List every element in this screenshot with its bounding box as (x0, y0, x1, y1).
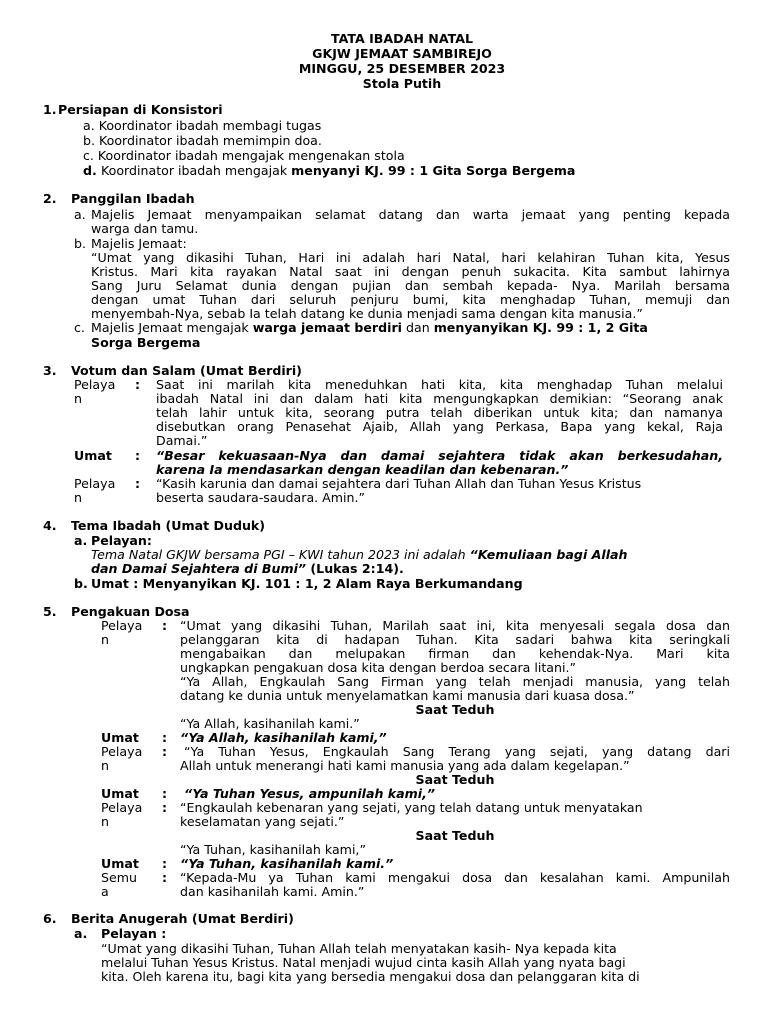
speaker-label: n (101, 758, 109, 773)
speaker-label: Pelaya (101, 744, 143, 759)
section-number: 2. (43, 191, 57, 206)
list-marker: b. (74, 236, 86, 251)
theme-text: “Kemuliaan bagi Allah (469, 547, 628, 562)
paragraph-line: ibadah Natal ini dan dalam hati kita mengungkapkan demikian: “Seorang anak (156, 391, 723, 406)
speaker-label: Pelaya (101, 800, 143, 815)
paragraph-line: “Engkaulah kebenaran yang sejati, yang telah datang untuk menyatakan (180, 800, 643, 815)
paragraph-line: ungkapkan pengakuan dosa kita dengan berdoa secara litani.” (180, 660, 577, 675)
speaker-label: Pelaya (74, 476, 116, 491)
paragraph-line: dan kasihanilah kami. Amin.” (180, 884, 365, 899)
paragraph-line: warga dan tamu. (91, 221, 199, 236)
list-marker: d. (83, 163, 97, 178)
paragraph-line: melalui Tuhan Yesus Kristus. Natal menjadi wujud cinta kasih Allah yang nyata bagi (101, 955, 626, 970)
section-number: 5. (43, 604, 57, 619)
paragraph-line: mengabaikan dan melupakan firman dan kehendak-Nya. Mari kita (180, 646, 730, 661)
colon: : (162, 856, 168, 871)
paragraph-line: “Ya Allah, kasihanilah kami.” (180, 716, 360, 731)
paragraph-line (91, 321, 648, 336)
theme-text: dan Damai Sejahtera di Bumi” (91, 561, 307, 576)
text-run-italic: Tema Natal GKJW bersama PGI – KWI tahun 2023 ini adalah (91, 547, 470, 562)
paragraph-line: Majelis Jemaat menyampaikan selamat datang dan warta jemaat yang penting kepada (91, 207, 730, 222)
text-run: dan (401, 320, 434, 335)
paragraph-line: “Umat yang dikasihi Tuhan, Marilah saat ini, kita menyesali segala dosa dan (180, 618, 730, 633)
speaker-label: Umat (101, 786, 139, 801)
paragraph-line: “Ya Tuhan Yesus, Engkaulah Sang Terang yang sejati, yang datang dari (184, 744, 730, 759)
speaker-label: Umat (101, 856, 139, 871)
speaker-label: n (74, 391, 82, 406)
scripture-reference: (Lukas 2:14). (306, 561, 404, 576)
speaker-label: n (101, 632, 109, 647)
stola-color: Stola Putih (362, 76, 442, 91)
paragraph-line: Sang Juru Selamat dunia dengan pujian dan sembah kepada- Nya. Marilah bersama (91, 278, 730, 293)
paragraph-line: “Kasih karunia dan damai sejahtera dari Tuhan Allah dan Tuhan Yesus Kristus (156, 476, 642, 491)
list-item: c. Koordinator ibadah mengajak mengenakan stola (83, 148, 405, 163)
list-item (101, 164, 575, 179)
section-title: Pengakuan Dosa (71, 604, 190, 619)
section-number: 6. (43, 911, 57, 926)
paragraph-line: “Ya Tuhan, kasihanilah kami,” (180, 842, 366, 857)
speaker-label: n (101, 814, 109, 829)
list-marker: a. (74, 207, 86, 222)
speaker-label: a (101, 884, 109, 899)
paragraph-line: “Umat yang dikasihi Tuhan, Tuhan Allah telah menyatakan kasih- Nya kepada kita (101, 941, 617, 956)
speaker-label: Pelayan: (91, 533, 152, 548)
text-run: Majelis Jemaat mengajak (91, 320, 253, 335)
paragraph-line: “Ya Allah, Engkaulah Sang Firman yang telah menjadi manusia, yang telah (180, 674, 730, 689)
paragraph-line: datang ke dunia untuk menyelamatkan kami manusia dari kuasa dosa.” (180, 688, 635, 703)
section-number: 1. (43, 102, 57, 117)
colon: : (135, 377, 141, 392)
colon: : (162, 800, 168, 815)
section-number: 4. (43, 518, 57, 533)
paragraph-line: Damai.” (156, 433, 208, 448)
section-title: Persiapan di Konsistori (58, 102, 223, 117)
paragraph-line: dengan umat Tuhan dari seluruh penjuru bumi, kita menghadap Tuhan, memuji dan (91, 292, 730, 307)
paragraph-line: Majelis Jemaat: (91, 236, 187, 251)
paragraph-line: keselamatan yang sejati.” (180, 814, 345, 829)
section-title: Votum dan Salam (Umat Berdiri) (71, 363, 302, 378)
colon: : (162, 618, 168, 633)
response-line: “Ya Allah, kasihanilah kami,” (180, 730, 387, 745)
section-title: Panggilan Ibadah (71, 191, 195, 206)
church-name: GKJW JEMAAT SAMBIREJO (312, 46, 492, 61)
text-run-bold: warga jemaat berdiri (252, 320, 402, 335)
speaker-label: Umat (101, 730, 139, 745)
hymn-reference: menyanyi KJ. 99 : 1 Gita Sorga Bergema (291, 163, 576, 178)
paragraph-line: kita. Oleh karena itu, bagi kita yang bersedia mengakui dosa dan pelanggaran kita di (101, 969, 640, 984)
colon: : (162, 730, 168, 745)
paragraph-line: “Umat yang dikasihi Tuhan, Hari ini adalah hari Natal, hari kelahiran Tuhan kita, Yesus (91, 250, 730, 265)
colon: : (162, 744, 168, 759)
list-marker: a. (74, 926, 88, 941)
paragraph-line: disebutkan orang Penasehat Ajaib, Allah yang Perkasa, Bapa yang kekal, Raja (156, 419, 723, 434)
hymn-reference: menyanyikan KJ. 99 : 1, 2 Gita (433, 320, 648, 335)
list-marker: b. (74, 576, 88, 591)
colon: : (135, 448, 141, 463)
paragraph-line: pelanggaran kita di hadapan Tuhan. Kita sadari bahwa kita seringkali (180, 632, 730, 647)
paragraph-line: “Kepada-Mu ya Tuhan kami mengakui dosa dan kesalahan kami. Ampunilah (180, 870, 730, 885)
speaker-label: n (74, 490, 82, 505)
paragraph-line: Kristus. Mari kita rayakan Natal saat ini dengan penuh sukacita. Kita sambut lahirnya (91, 264, 730, 279)
speaker-label: Semu (101, 870, 137, 885)
service-date: MINGGU, 25 DESEMBER 2023 (298, 61, 506, 76)
document-title: TATA IBADAH NATAL (331, 31, 473, 46)
list-item: a. Koordinator ibadah membagi tugas (83, 118, 322, 133)
silence-marker: Saat Teduh (415, 702, 495, 717)
speaker-label: Pelaya (101, 618, 143, 633)
colon: : (162, 870, 168, 885)
paragraph-line: beserta saudara-saudara. Amin.” (156, 490, 366, 505)
response-line: “Ya Tuhan, kasihanilah kami.” (180, 856, 394, 871)
paragraph-line: Saat ini marilah kita meneduhkan hati kita, kita menghadap Tuhan melalui (156, 377, 723, 392)
speaker-label: Pelaya (74, 377, 116, 392)
item-text: Koordinator ibadah mengajak (101, 163, 292, 178)
section-title: Berita Anugerah (Umat Berdiri) (71, 911, 294, 926)
response-line: “Ya Tuhan Yesus, ampunilah kami,” (184, 786, 436, 801)
paragraph-line: Allah untuk menerangi hati kami manusia yang ada dalam kegelapan.” (180, 758, 630, 773)
paragraph-line: menyembah-Nya, sebab Ia telah datang ke dunia menjadi sama dengan kita manusia.” (91, 306, 643, 321)
hymn-reference: Sorga Bergema (91, 335, 201, 350)
response-line: “Besar kekuasaan-Nya dan damai sejahtera tidak akan berkesudahan, (156, 448, 723, 463)
list-marker: a. (74, 533, 88, 548)
paragraph-line (91, 562, 404, 577)
colon: : (135, 476, 141, 491)
list-marker: c. (74, 320, 85, 335)
silence-marker: Saat Teduh (415, 772, 495, 787)
response-line: karena Ia mendasarkan dengan keadilan dan kebenaran.” (156, 462, 569, 477)
silence-marker: Saat Teduh (415, 828, 495, 843)
section-number: 3. (43, 363, 57, 378)
colon: : (162, 786, 168, 801)
section-title: Tema Ibadah (Umat Duduk) (71, 518, 266, 533)
list-item: b. Koordinator ibadah memimpin doa. (83, 133, 322, 148)
speaker-label: Umat (74, 448, 112, 463)
speaker-label: Pelayan : (101, 926, 167, 941)
paragraph-line: telah lahir untuk kita, seorang putra telah diberikan untuk kita; dan namanya (156, 405, 723, 420)
hymn-reference: Umat : Menyanyikan KJ. 101 : 1, 2 Alam Raya Berkumandang (91, 576, 523, 591)
